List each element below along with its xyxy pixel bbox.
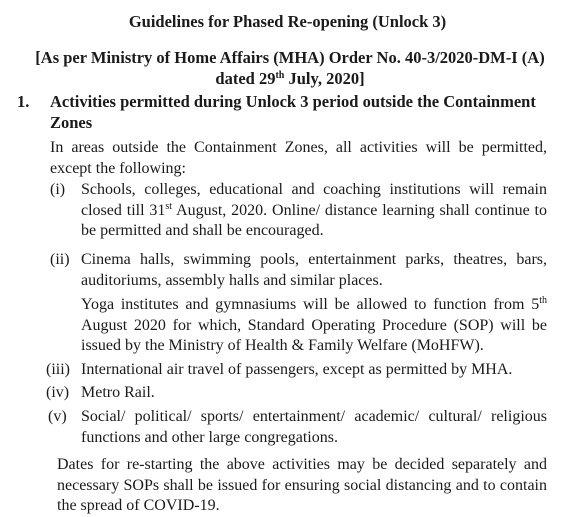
order-reference-date-text: July, 2020] [284, 69, 365, 88]
document-title: Guidelines for Phased Re-opening (Unlock 3) [128, 12, 447, 31]
section-intro: In areas outside the Containment Zones, all activities will be permitted, except the following: [50, 139, 547, 177]
list-item-text-i-part2: August, 2020. Online/ distance learning shall continue to be permitted and shall be encouraged. [81, 201, 548, 239]
list-item-note-ii-part2: August 2020 for which, Standard Operating Procedure (SOP) will be issued by the Ministry of Health & Family Welfare (MoHFW). [81, 316, 547, 354]
section-heading: Activities permitted during Unlock 3 period outside the Containment Zones [50, 92, 536, 132]
list-item-label-i: (i) [50, 181, 66, 198]
list-item-text-i-superscript: st [165, 200, 173, 212]
list-item-text-v: Social/ political/ sports/ entertainment/ academic/ cultural/ religious functions and other large congregations. [81, 408, 547, 446]
section-closing: Dates for re-starting the above activities may be decided separately and necessary SOPs shall be issued for ensuring social distancing and to contain the spread of COVID-19. [57, 456, 547, 514]
list-item-note-ii-part1: Yoga institutes and gymnasiums will be allowed to function from 5 [81, 296, 540, 313]
list-item-text-i-part1: Schools, colleges, educational and coaching institutions will remain closed till 31 [81, 181, 547, 219]
list-item-label-iv: (iv) [46, 384, 70, 401]
order-reference [20, 47, 560, 89]
list-item-label-ii: (ii) [50, 251, 70, 268]
list-item-text-iv: Metro Rail. [81, 384, 155, 401]
list-item-note-ii-superscript: th [539, 295, 547, 306]
list-item-note-ii [81, 295, 547, 357]
section-number: 1. [17, 92, 30, 111]
list-item-label-v: (v) [48, 408, 67, 425]
order-reference-text: [As per Ministry of Home Affairs (MHA) Order No. 40-3/2020-DM-I (A) dated 29 [35, 48, 545, 88]
list-item-label-iii: (iii) [46, 361, 70, 378]
order-reference-superscript: th [275, 70, 285, 81]
list-item-text-iii: International air travel of passengers, except as permitted by MHA. [81, 361, 513, 378]
list-item-text-i [81, 180, 547, 242]
list-item-text-ii: Cinema halls, swimming pools, entertainment parks, theatres, bars, auditoriums, assembly halls and similar places. [81, 251, 547, 289]
